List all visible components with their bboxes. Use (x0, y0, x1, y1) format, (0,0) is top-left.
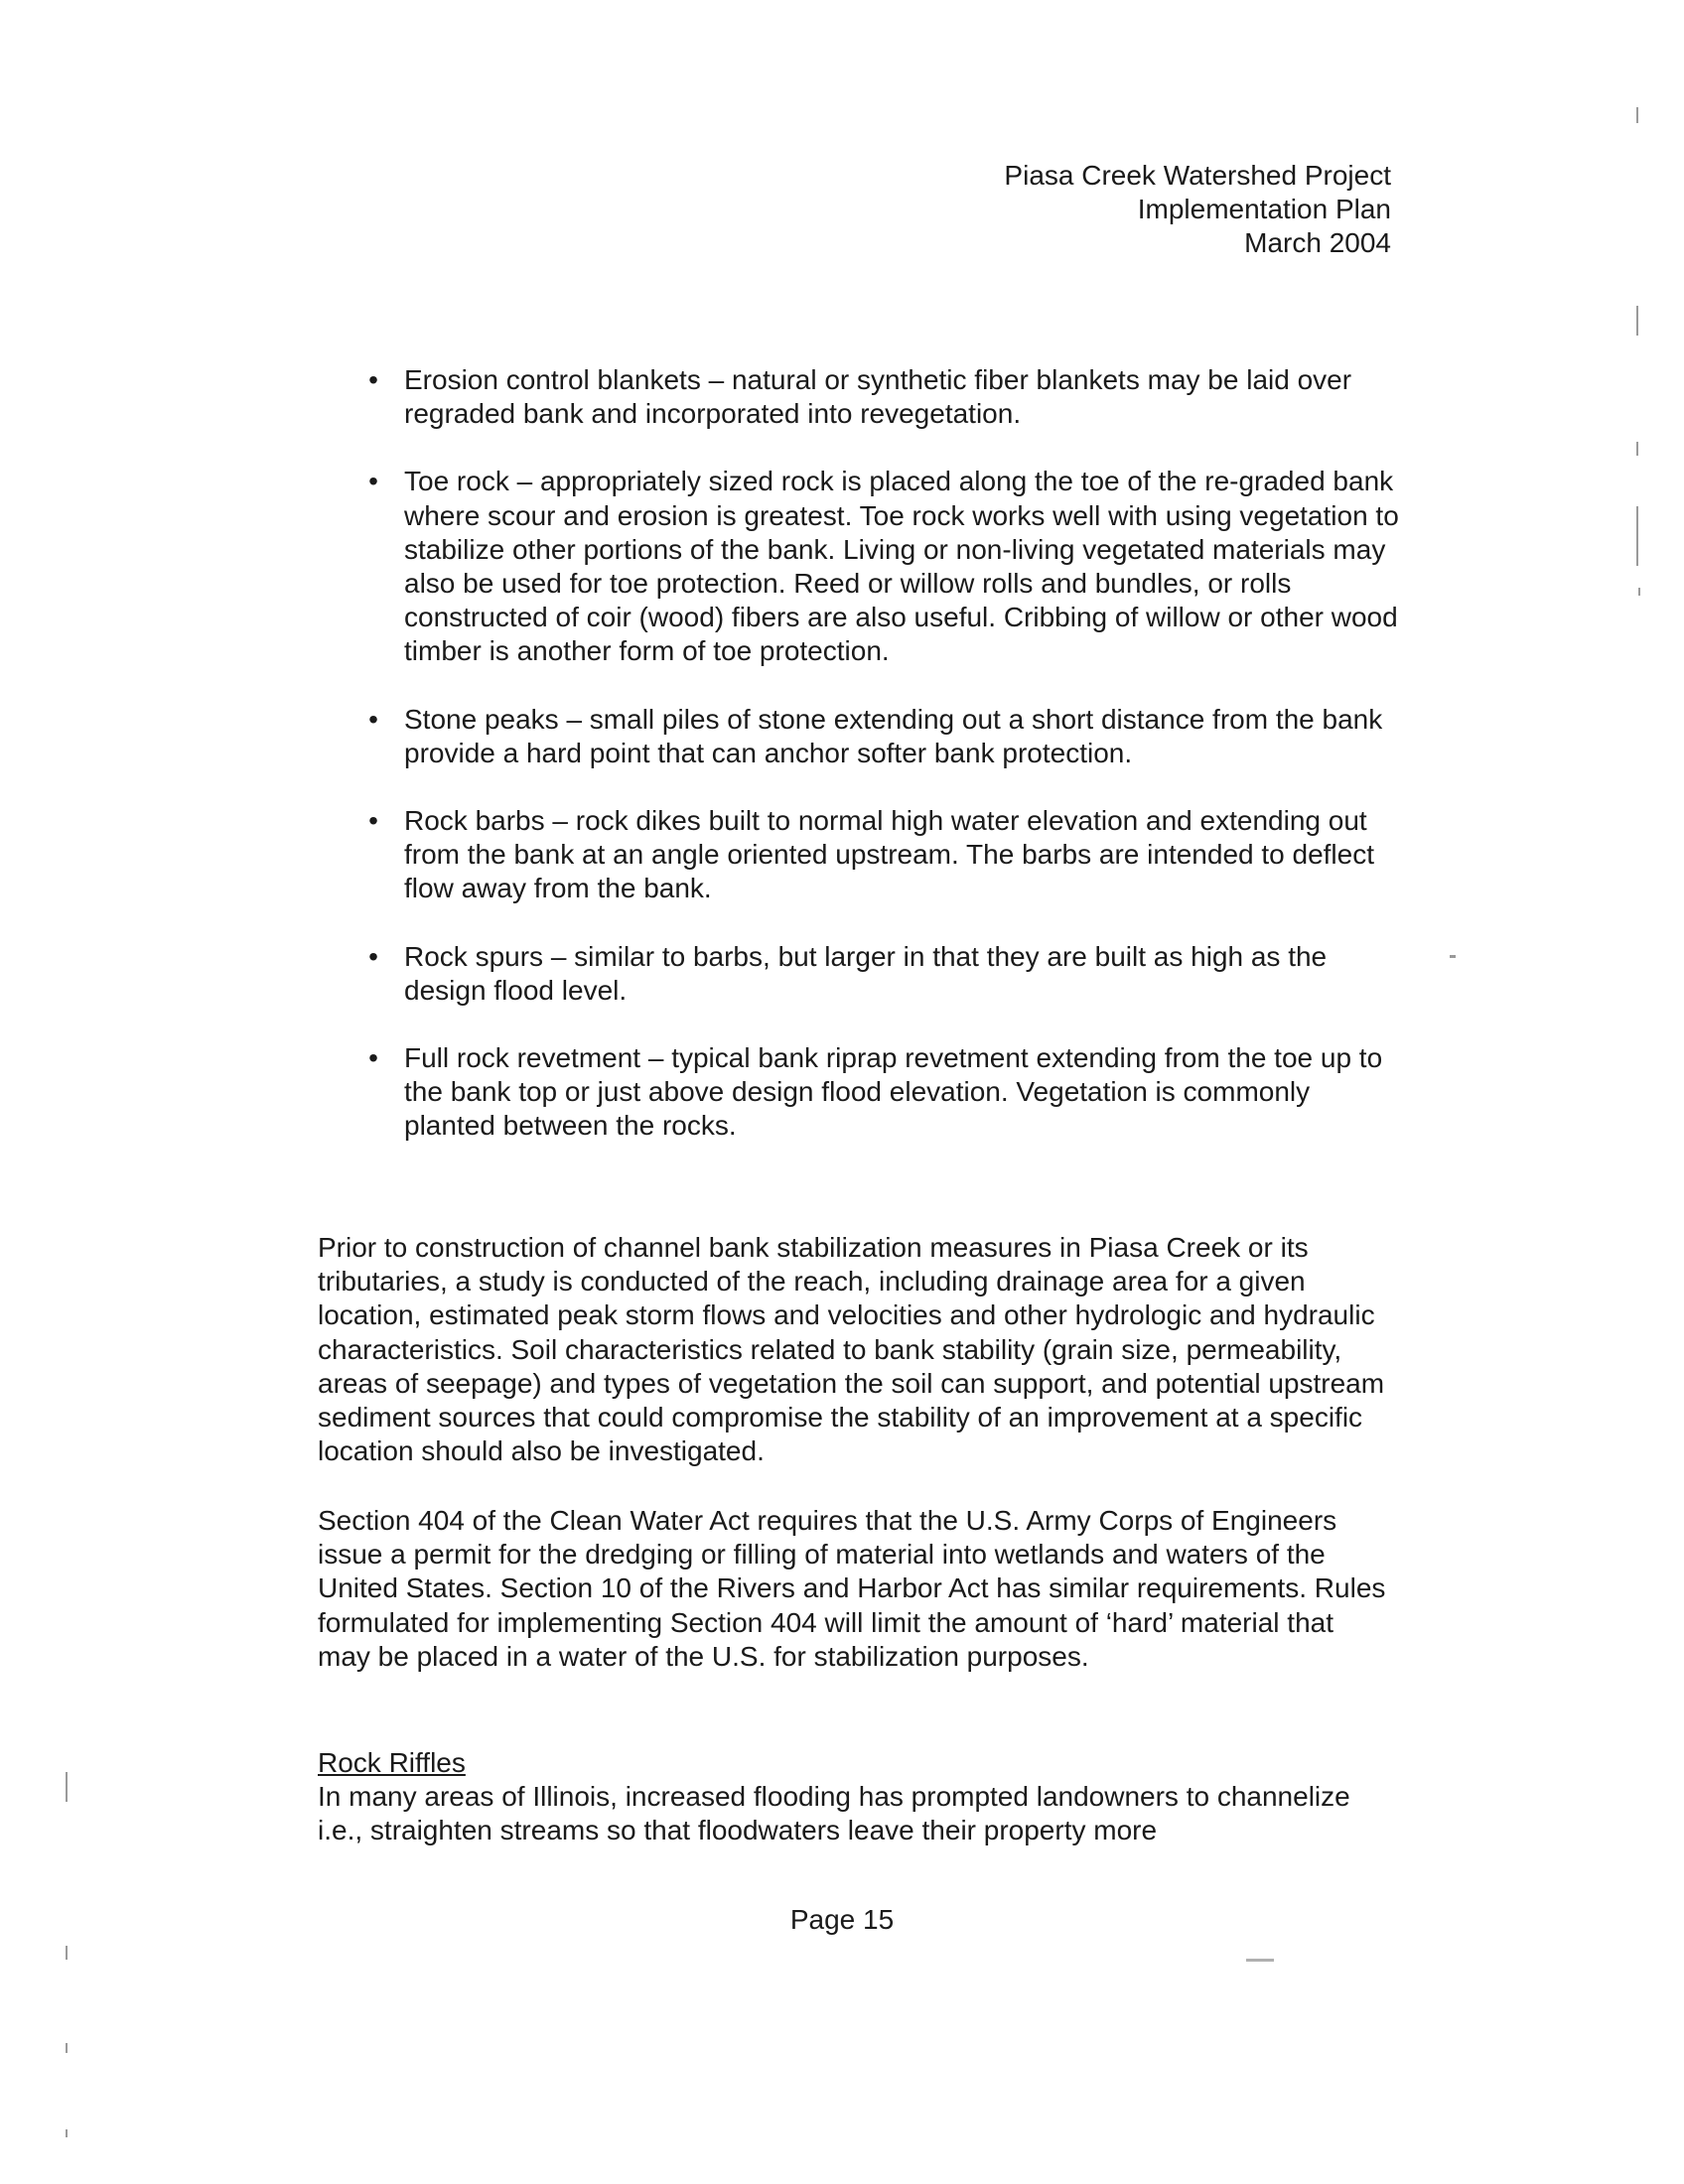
scan-mark (1638, 588, 1640, 596)
bullet-icon: • (368, 940, 378, 972)
scan-mark (1246, 1959, 1274, 1962)
scan-mark (1450, 955, 1456, 958)
scan-mark (1636, 107, 1638, 123)
scan-mark (66, 1946, 68, 1960)
bullet-icon: • (368, 703, 378, 735)
list-item-text: Toe rock – appropriately sized rock is placed along the toe of the re-graded bank where scour and erosion is greatest. Toe rock works well with using vegetation to stabilize other portions of the bank. Living or non-living vegetated materials may also be used for toe protection. Reed or willow rolls and bundles, or rolls constructed of coir (wood) fibers are also useful. Cribbing of willow or other wood timber is another form of toe protection. (404, 466, 1399, 667)
scan-mark (1636, 442, 1638, 456)
bullet-icon: • (368, 805, 378, 837)
page-number: Page 15 (789, 1904, 895, 1935)
paragraph-site-study: Prior to construction of channel bank stabilization measures in Piasa Creek or its tributaries, a study is conducted of the reach, including drainage area for a given location, estimated peak storm flows and velocities and other hydrologic and hydraulic characteristics. Soil characteristics related to bank stability (grain size, permeability, areas of seepage) and types of vegetation the soil can support, and potential upstream sediment sources that could compromise the stability of an improvement at a specific location should also be investigated. (318, 1232, 1385, 1467)
list-item (363, 465, 1406, 668)
page-header (1004, 159, 1391, 260)
list-item-text: Stone peaks – small piles of stone extending out a short distance from the bank provide a hard point that can anchor softer bank protection. (404, 703, 1383, 768)
list-item (363, 1041, 1406, 1144)
scan-mark (66, 1772, 68, 1802)
list-item (363, 703, 1406, 770)
list-item (363, 804, 1406, 906)
scan-mark (1636, 506, 1638, 566)
paragraph-rock-riffles: In many areas of Illinois, increased flooding has prompted landowners to channelize i.e., straighten streams so that floodwaters leave their property more (318, 1781, 1350, 1846)
list-item (363, 363, 1406, 431)
list-item (363, 940, 1406, 1008)
section-heading-rock-riffles: Rock Riffles (318, 1747, 466, 1778)
list-item-text: Rock barbs – rock dikes built to normal high water elevation and extending out from the bank at an angle oriented upstream. The barbs are intended to deflect flow away from the bank. (404, 805, 1374, 904)
stabilization-measures-list (363, 363, 1406, 1177)
header-document-title: Implementation Plan (1137, 194, 1391, 224)
paragraph-clean-water-act: Section 404 of the Clean Water Act requires that the U.S. Army Corps of Engineers issue a permit for the dredging or filling of material into wetlands and waters of the United States. Section 10 of the Rivers and Harbor Act has similar requirements. Rules formulated for implementing Section 404 will limit the amount of ‘hard’ material that may be placed in a water of the U.S. for stabilization purposes. (318, 1505, 1386, 1672)
list-item-text: Erosion control blankets – natural or synthetic fiber blankets may be laid over regraded bank and incorporated into revegetation. (404, 364, 1352, 430)
bullet-icon: • (368, 466, 378, 497)
scan-mark (66, 2043, 68, 2053)
header-date: March 2004 (1244, 227, 1391, 258)
scan-mark (66, 2129, 68, 2137)
bullet-icon: • (368, 364, 378, 395)
list-item-text: Full rock revetment – typical bank riprap revetment extending from the toe up to the bank top or just above design flood elevation. Vegetation is commonly planted between the rocks. (404, 1042, 1383, 1142)
scan-mark (1636, 306, 1638, 336)
bullet-icon: • (368, 1042, 378, 1074)
list-item-text: Rock spurs – similar to barbs, but larger in that they are built as high as the design flood level. (404, 940, 1328, 1006)
header-project-title: Piasa Creek Watershed Project (1004, 160, 1391, 191)
